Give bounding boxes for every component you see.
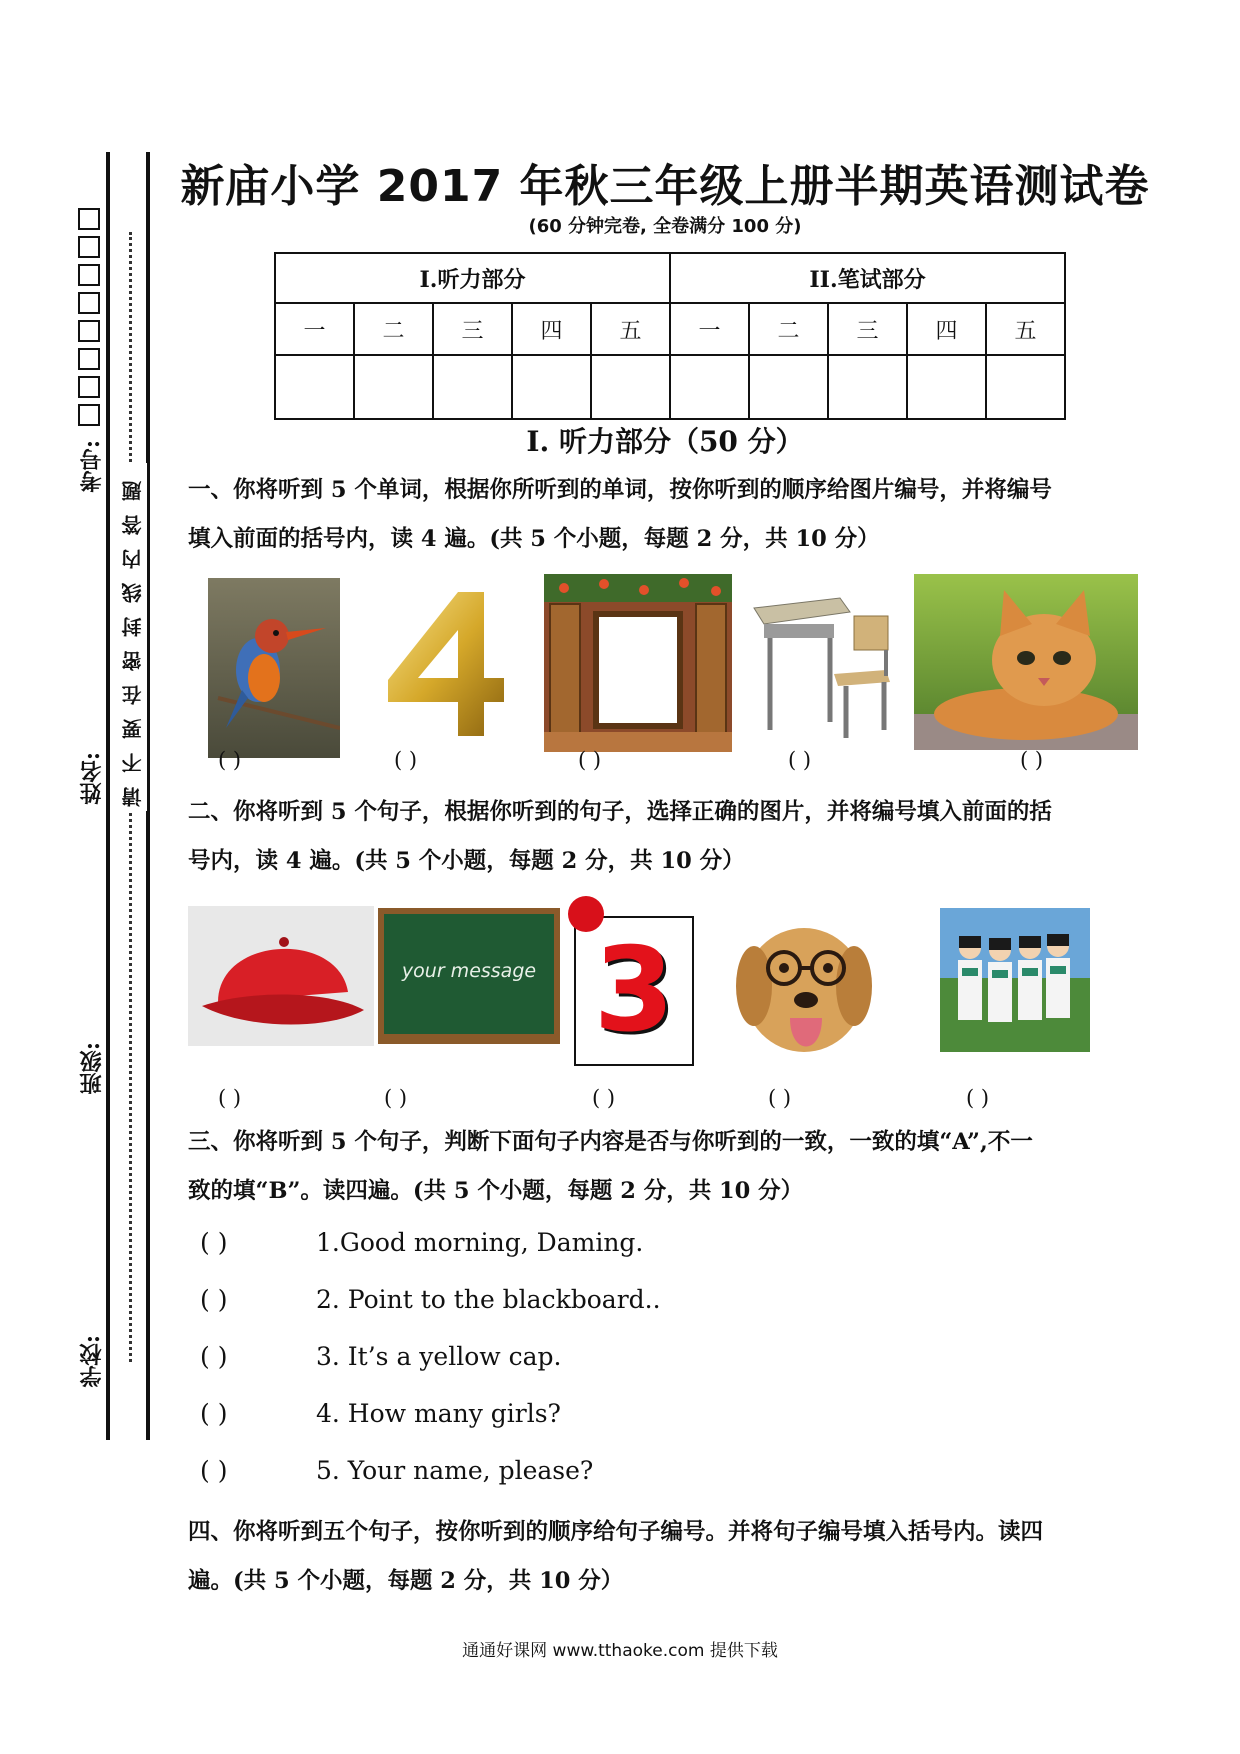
- q3-item-text: 1.Good morning, Daming.: [316, 1228, 644, 1257]
- answer-paren[interactable]: ( ): [1020, 748, 1044, 772]
- q3-item-text: 2. Point to the blackboard..: [316, 1285, 661, 1314]
- score-col: 二: [749, 303, 828, 355]
- name-write-line[interactable]: [108, 560, 109, 680]
- answer-paren[interactable]: ( ): [384, 1086, 408, 1110]
- q3-item: [200, 1228, 643, 1257]
- score-cell[interactable]: [275, 355, 354, 419]
- score-col: 三: [433, 303, 512, 355]
- score-cell[interactable]: [907, 355, 986, 419]
- exam-number-label: 考号:: [79, 440, 105, 493]
- answer-paren[interactable]: ( ): [200, 1456, 228, 1485]
- q3-item: [200, 1399, 561, 1428]
- score-cell[interactable]: [433, 355, 512, 419]
- kitten-picture: [914, 574, 1138, 750]
- answer-paren[interactable]: ( ): [966, 1086, 990, 1110]
- answer-paren[interactable]: ( ): [200, 1228, 228, 1257]
- q2-line2: 号内，读 4 遍。(共 5 个小题，每题 2 分，共 10 分）: [188, 848, 745, 874]
- score-col: 一: [670, 303, 749, 355]
- score-cell[interactable]: [986, 355, 1065, 419]
- blackboard-text: your message: [401, 960, 537, 982]
- q1-instructions: [188, 466, 1168, 564]
- number-3: 3: [593, 923, 675, 1058]
- class-write-line[interactable]: [108, 875, 109, 1030]
- class-label: 班级:: [79, 1042, 105, 1095]
- answer-paren[interactable]: ( ): [768, 1086, 792, 1110]
- score-cell[interactable]: [591, 355, 670, 419]
- answer-paren[interactable]: ( ): [200, 1399, 228, 1428]
- school-desk-and-chair-picture: [750, 590, 900, 742]
- school-write-line[interactable]: [108, 1145, 109, 1330]
- score-table: [274, 252, 1066, 420]
- q1-line2: 填入前面的括号内，读 4 遍。(共 5 个小题，每题 2 分，共 10 分）: [188, 526, 880, 552]
- kingfisher-bird-picture: [208, 578, 340, 758]
- score-cell[interactable]: [354, 355, 433, 419]
- q3-line1: 三、你将听到 5 个句子，判断下面句子内容是否与你听到的一致，一致的填“A”,不一: [188, 1129, 1033, 1155]
- score-col: 四: [512, 303, 591, 355]
- q2-line1: 二、你将听到 5 个句子，根据你听到的句子，选择正确的图片，并将编号填入前面的括: [188, 799, 1052, 825]
- q3-item-text: 5. Your name, please?: [316, 1456, 594, 1485]
- exam-subtitle: (60 分钟完卷, 全卷满分 100 分): [528, 216, 802, 237]
- score-part1-header: I.听力部分: [275, 253, 670, 303]
- score-col: 一: [275, 303, 354, 355]
- blackboard-picture: [378, 908, 560, 1044]
- q4-line1: 四、你将听到五个句子，按你听到的顺序给句子编号。并将句子编号填入括号内。读四: [188, 1519, 1044, 1545]
- school-label: 学校:: [79, 1335, 105, 1388]
- q3-item: [200, 1342, 561, 1371]
- answer-paren[interactable]: ( ): [394, 748, 418, 772]
- exam-title: 新庙小学 2017 年秋三年级上册半期英语测试卷: [180, 161, 1150, 212]
- number-3-card-picture: [574, 916, 694, 1066]
- red-cap-picture: [188, 906, 374, 1046]
- section-heading: I. 听力部分（50 分）: [526, 425, 804, 458]
- score-col: 五: [591, 303, 670, 355]
- score-cell[interactable]: [512, 355, 591, 419]
- q1-line1: 一、你将听到 5 个单词，根据你所听到的单词，按你听到的顺序给图片编号，并将编号: [188, 477, 1052, 503]
- answer-paren[interactable]: ( ): [200, 1285, 228, 1314]
- q3-line2: 致的填“B”。读四遍。(共 5 个小题，每题 2 分，共 10 分）: [188, 1178, 804, 1204]
- q4-line2: 遍。(共 5 个小题，每题 2 分，共 10 分）: [188, 1568, 624, 1594]
- gold-number-4-picture: [380, 586, 510, 742]
- score-cell[interactable]: [828, 355, 907, 419]
- exam-number-boxes[interactable]: [78, 208, 100, 426]
- q3-item-text: 3. It’s a yellow cap.: [316, 1342, 562, 1371]
- page-footer: 通通好课网 www.tthaoke.com 提供下载: [462, 1641, 778, 1661]
- score-col: 三: [828, 303, 907, 355]
- q3-item: [200, 1285, 661, 1314]
- answer-paren[interactable]: ( ): [200, 1342, 228, 1371]
- q3-instructions: [188, 1118, 1168, 1216]
- answer-paren[interactable]: ( ): [578, 748, 602, 772]
- answer-paren[interactable]: ( ): [592, 1086, 616, 1110]
- score-cell[interactable]: [670, 355, 749, 419]
- score-col: 五: [986, 303, 1065, 355]
- score-col: 二: [354, 303, 433, 355]
- answer-paren[interactable]: ( ): [218, 748, 242, 772]
- q3-item-text: 4. How many girls?: [316, 1399, 561, 1428]
- answer-paren[interactable]: ( ): [218, 1086, 242, 1110]
- group-of-girls-picture: [940, 908, 1090, 1052]
- score-col: 四: [907, 303, 986, 355]
- seal-warning: 请不要在密封线内答题: [118, 463, 147, 811]
- score-part2-header: II.笔试部分: [670, 253, 1065, 303]
- answer-paren[interactable]: ( ): [788, 748, 812, 772]
- dog-with-glasses-picture: [732, 906, 876, 1060]
- q4-instructions: [188, 1508, 1168, 1606]
- score-cell[interactable]: [749, 355, 828, 419]
- name-label: 姓名:: [79, 752, 105, 805]
- open-window-picture: [544, 574, 732, 752]
- q3-item: [200, 1456, 593, 1485]
- q2-instructions: [188, 788, 1168, 886]
